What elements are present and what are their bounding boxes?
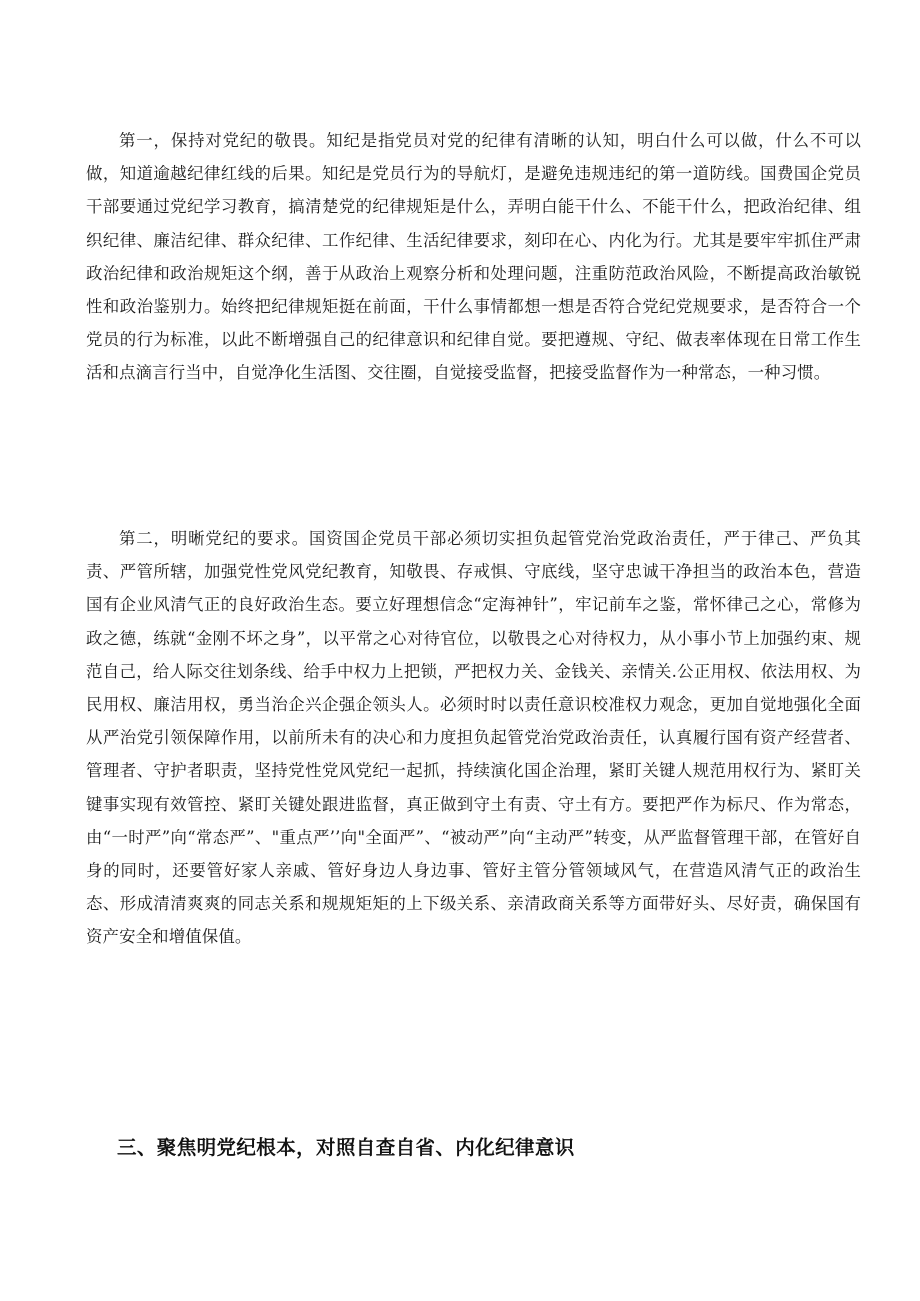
section-heading: 三、聚焦明党纪根本，对照自查自省、内化纪律意识 xyxy=(117,1136,575,1159)
paragraph-second-clarify-requirements: 第二，明晰党纪的要求。国资国企党员干部必须切实担负起管党治党政治责任，严于律己、严负其责、严管所辖，加强党性党风党纪教育，知敬畏、存戒惧、守底线，坚守忠诚干净担当的政治本色，营造国有企业风清气正的良好政治生态。要立好理想信念“定海神针”，牢记前车之鉴，常怀律己之心，常修为政之德，练就“金刚不坏之身”，以平常之心对待官位，以敬畏之心对待权力，从小事小节上加强约束、规范自己，给人际交往划条线、给手中权力上把锁，严把权力关、金钱关、亲情关.公正用权、依法用权、为民用权、廉洁用权，勇当治企兴企强企领头人。必须时时以责任意识校准权力观念，更加自觉地强化全面从严治党引领保障作用，以前所未有的决心和力度担负起管党治党政治责任，认真履行国有资产经营者、管理者、守护者职责，坚持党性党风党纪一起抓，持续演化国企治理，紧盯关键人规范用权行为、紧盯关键事实现有效管控、紧盯关键处跟进监督，真正做到守土有责、守土有方。要把严作为标尺、作为常态，由“一时严”向“常态严”、"重点严’’向"全面严”、“被动严”向“主动严”转变，从严监督管理干部，在管好自身的同时，还要管好家人亲戚、管好身边人身边事、管好主管分管领域风气，在营造风清气正的政治生态、形成清清爽爽的同志关系和规规矩矩的上下级关系、亲清政商关系等方面带好头、尽好责，确保国有资产安全和增值保值。 xyxy=(86,529,861,947)
paragraph-first-respect-discipline: 第一，保持对党纪的敬畏。知纪是指党员对党的纪律有清晰的认知，明白什么可以做，什么不可以做，知道逾越纪律红线的后果。知纪是党员行为的导航灯，是避免违规违纪的第一道防线。国费国企党员干部要通过党纪学习教育，搞清楚党的纪律规矩是什么，弄明白能干什么、不能干什么，把政治纪律、组织纪律、廉洁纪律、群众纪律、工作纪律、生活纪律要求，刻印在心、内化为行。尤其是要牢牢抓住严肃政治纪律和政治规矩这个纲，善于从政治上观察分析和处理问题，注重防范政治风险，不断提高政治敏锐性和政治鉴别力。始终把纪律规矩挺在前面，干什么事情都想一想是否符合党纪党规要求，是否符合一个党员的行为标准，以此不断增强自己的纪律意识和纪律自觉。要把遵规、守纪、做表率体现在日常工作生活和点滴言行当中，自觉净化生活图、交往圈，自觉接受监督，把接受监督作为一种常态，一种习惯。 xyxy=(86,131,861,383)
